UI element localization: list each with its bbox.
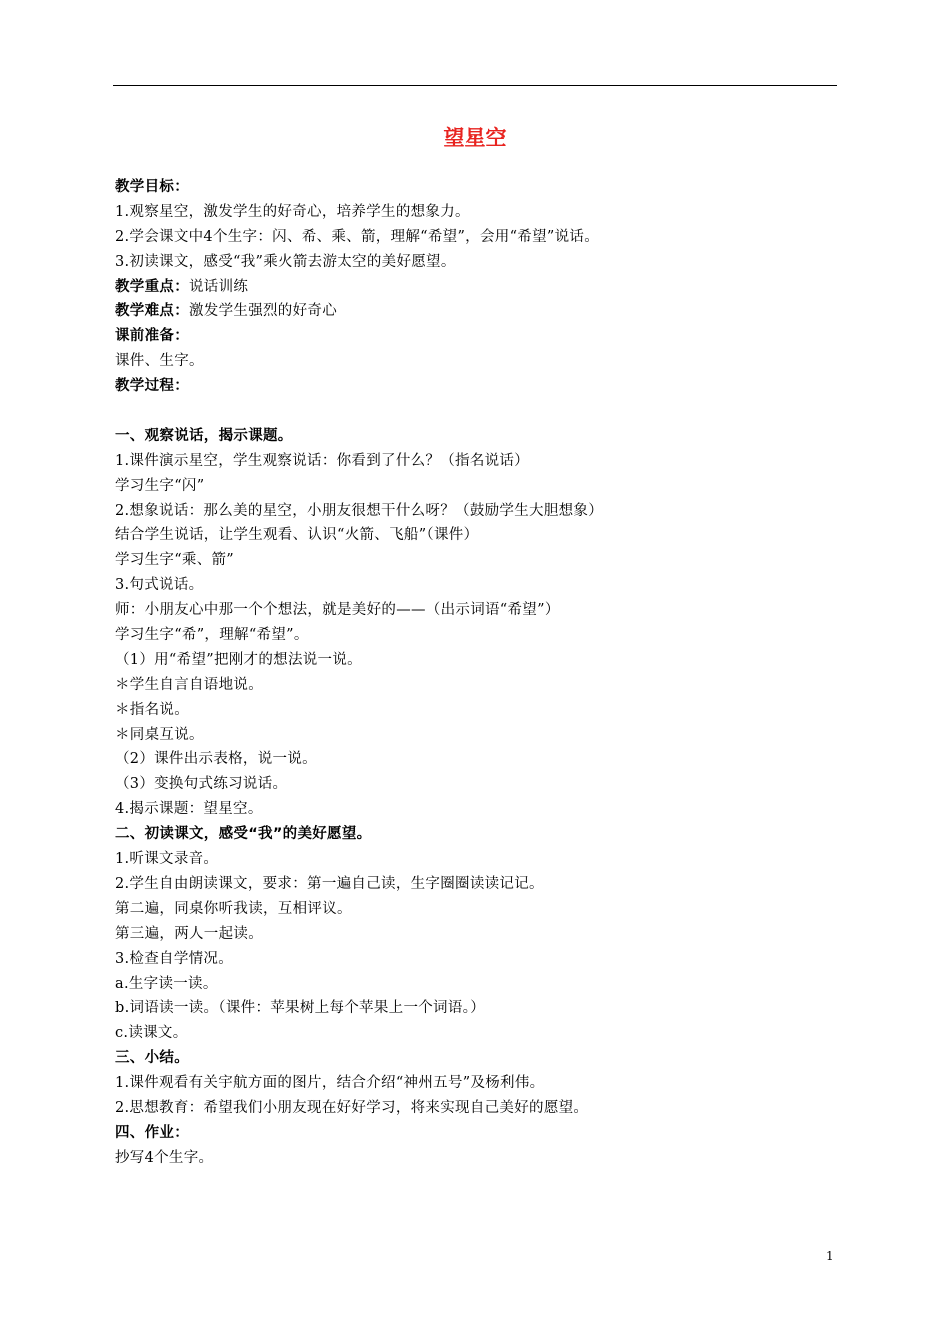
section-2-line: 3.检查自学情况。 <box>115 950 234 967</box>
section-2-line: b.词语读一读。（课件：苹果树上每个苹果上一个词语。） <box>115 1000 485 1017</box>
section-2-line: c.读课文。 <box>115 1025 188 1042</box>
section-2-heading: 二、初读课文，感受“我”的美好愿望。 <box>115 826 372 843</box>
section-1-line: 3.句式说话。 <box>115 577 204 594</box>
key-point-text: 说话训练 <box>189 278 249 295</box>
section-1-line: ＊学生自言自语地说。 <box>115 676 263 693</box>
document-title: 望星空 <box>443 126 507 150</box>
preparation-text: 课件、生字。 <box>115 353 204 370</box>
section-2-line: a.生字读一读。 <box>115 975 218 992</box>
preparation-heading: 课前准备： <box>115 328 189 345</box>
section-4-heading: 四、作业： <box>115 1124 189 1141</box>
section-3-heading: 三、小结。 <box>115 1050 189 1067</box>
key-point <box>115 275 835 300</box>
goals-heading: 教学目标： <box>115 179 189 195</box>
difficulty <box>115 299 835 324</box>
section-1-line: （1）用“希望”把刚才的想法说一说。 <box>115 651 362 668</box>
difficulty-label: 教学难点： <box>115 303 189 320</box>
section-1-heading: 一、观察说话，揭示课题。 <box>115 427 293 444</box>
section-3-line: 1.课件观看有关宇航方面的图片，结合介绍“神州五号”及杨利伟。 <box>115 1075 545 1092</box>
section-1-line: 2.想象说话：那么美的星空，小朋友很想干什么呀？（鼓励学生大胆想象） <box>115 502 604 519</box>
page-number: 1 <box>826 1249 834 1263</box>
section-1-line: 1.课件演示星空，学生观察说话：你看到了什么？（指名说话） <box>115 452 530 469</box>
header-rule <box>113 85 837 86</box>
key-point-label: 教学重点： <box>115 278 189 295</box>
process-heading: 教学过程： <box>115 378 189 395</box>
section-2-line: 2.学生自由朗读课文，要求：第一遍自己读，生字圈圈读读记记。 <box>115 875 544 892</box>
section-1-line: 学习生字“闪” <box>115 477 205 494</box>
goal-item: 2.学会课文中4个生字：闪、希、乘、箭，理解“希望”，会用“希望”说话。 <box>115 228 600 245</box>
section-1-line: （3）变换句式练习说话。 <box>115 776 288 793</box>
section-1-line: （2）课件出示表格，说一说。 <box>115 751 317 768</box>
section-2-line: 第二遍，同桌你听我读，互相评议。 <box>115 900 352 917</box>
section-1-line: 学习生字“乘、箭” <box>115 552 235 569</box>
section-2-line: 第三遍，两人一起读。 <box>115 925 263 942</box>
section-1-line: ＊同桌互说。 <box>115 726 204 743</box>
section-1-line: ＊指名说。 <box>115 701 189 718</box>
section-4-line: 抄写4个生字。 <box>115 1149 214 1166</box>
section-1-line: 4.揭示课题：望星空。 <box>115 801 263 818</box>
difficulty-text: 激发学生强烈的好奇心 <box>189 303 337 320</box>
section-3-line: 2.思想教育：希望我们小朋友现在好好学习，将来实现自己美好的愿望。 <box>115 1099 589 1116</box>
document-body <box>115 175 835 1171</box>
goal-item: 1.观察星空，激发学生的好奇心，培养学生的想象力。 <box>115 203 470 220</box>
goal-item: 3.初读课文，感受“我”乘火箭去游太空的美好愿望。 <box>115 253 456 270</box>
section-1-line: 学习生字“希”，理解“希望”。 <box>115 627 309 644</box>
section-1-line: 结合学生说话，让学生观看、认识“火箭、飞船”（课件） <box>115 527 479 544</box>
spacer <box>115 399 835 424</box>
section-2-line: 1.听课文录音。 <box>115 851 219 868</box>
section-1-line: 师：小朋友心中那一个个想法，就是美好的——（出示词语“希望”） <box>115 602 560 619</box>
